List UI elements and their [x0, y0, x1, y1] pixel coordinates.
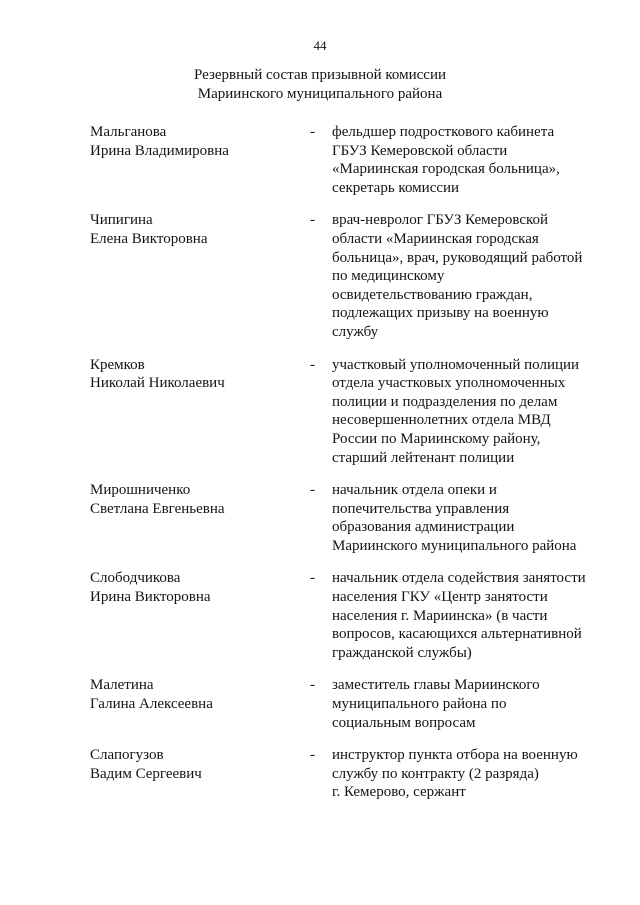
member-role — [332, 481, 600, 555]
member-name — [90, 356, 310, 468]
member-role — [332, 746, 600, 802]
member-given-name: Елена Викторовна — [90, 230, 208, 247]
title-line-2: Мариинского муниципального района — [197, 86, 443, 102]
member-role-line: врач-невролог ГБУЗ Кемеровской — [332, 212, 549, 229]
member-given-name: Ирина Викторовна — [90, 589, 211, 606]
dash-separator: - — [310, 570, 315, 587]
dash-separator: - — [310, 124, 315, 140]
member-role-line: по медицинскому — [332, 268, 445, 285]
page-number: 44 — [313, 38, 327, 53]
member-given-name: Ирина Владимировна — [90, 142, 229, 159]
list-item — [90, 676, 600, 732]
member-role — [332, 569, 600, 662]
member-role-line: службу по контракту (2 разряда) — [332, 765, 539, 782]
member-surname: Мирошниченко — [90, 482, 191, 499]
member-role-line: России по Мариинскому району, — [332, 430, 541, 447]
list-item — [90, 211, 600, 341]
member-role — [332, 123, 600, 197]
member-role-line: больница», врач, руководящий работой — [332, 249, 583, 266]
member-given-name: Николай Николаевич — [90, 375, 225, 392]
list-item — [90, 569, 600, 662]
member-role-line: освидетельствованию граждан, — [332, 286, 533, 303]
dash-separator: - — [310, 482, 315, 499]
member-role-line: г. Кемерово, сержант — [332, 784, 466, 801]
member-role-line: начальник отдела содействия занятости — [332, 570, 586, 587]
member-role-line: полиции и подразделения по делам — [332, 393, 558, 410]
member-name — [90, 746, 310, 802]
member-role-line: ГБУЗ Кемеровской области — [332, 142, 508, 159]
member-role-line: начальник отдела опеки и — [332, 482, 497, 499]
member-role-line: социальным вопросам — [332, 714, 476, 731]
list-item — [90, 746, 600, 802]
member-role-line: фельдшер подросткового кабинета — [332, 124, 555, 140]
member-role — [332, 356, 600, 468]
member-given-name: Галина Алексеевна — [90, 696, 213, 713]
dash-separator: - — [310, 677, 315, 694]
member-role-line: вопросов, касающихся альтернативной — [332, 626, 582, 643]
member-role-line: попечительства управления — [332, 500, 510, 517]
list-item — [90, 123, 600, 197]
member-role-line: старший лейтенант полиции — [332, 449, 515, 466]
dash-separator: - — [310, 356, 315, 373]
dash-separator: - — [310, 212, 315, 229]
member-surname: Кремков — [90, 356, 145, 373]
title-line-1: Резервный состав призывной комиссии — [193, 67, 447, 83]
member-role-line: образования администрации — [332, 519, 515, 536]
member-name — [90, 481, 310, 555]
member-role — [332, 211, 600, 341]
member-role-line: отдела участковых уполномоченных — [332, 375, 566, 392]
member-role-line: «Мариинская городская больница», — [332, 161, 560, 178]
list-item — [90, 481, 600, 555]
document-title — [0, 66, 640, 104]
list-item — [90, 356, 600, 468]
member-role-line: населения ГКУ «Центр занятости — [332, 589, 548, 606]
member-role-line: гражданской службы) — [332, 644, 472, 661]
member-role-line: населения г. Мариинска» (в части — [332, 607, 548, 624]
member-role-line: подлежащих призыву на военную — [332, 305, 549, 322]
member-surname: Чипигина — [90, 212, 153, 229]
member-role-line: участковый уполномоченный полиции — [332, 356, 580, 373]
member-role — [332, 676, 600, 732]
member-given-name: Вадим Сергеевич — [90, 765, 202, 782]
member-name — [90, 569, 310, 662]
member-role-line: службу — [332, 323, 379, 340]
member-surname: Малетина — [90, 677, 154, 694]
member-role-line: муниципального района по — [332, 696, 507, 713]
member-role-line: Мариинского муниципального района — [332, 537, 577, 554]
member-surname: Слапогузов — [90, 747, 164, 764]
member-role-line: заместитель главы Мариинского — [332, 677, 540, 694]
member-list — [90, 123, 600, 816]
member-surname: Слободчикова — [90, 570, 181, 587]
member-role-line: инструктор пункта отбора на военную — [332, 747, 578, 764]
member-given-name: Светлана Евгеньевна — [90, 500, 225, 517]
member-surname: Мальганова — [90, 124, 167, 140]
member-name — [90, 211, 310, 341]
member-role-line: области «Мариинская городская — [332, 230, 539, 247]
member-name — [90, 676, 310, 732]
member-name — [90, 123, 310, 197]
member-role-line: секретарь комиссии — [332, 179, 460, 196]
member-role-line: несовершеннолетних отдела МВД — [332, 412, 551, 429]
dash-separator: - — [310, 747, 315, 764]
